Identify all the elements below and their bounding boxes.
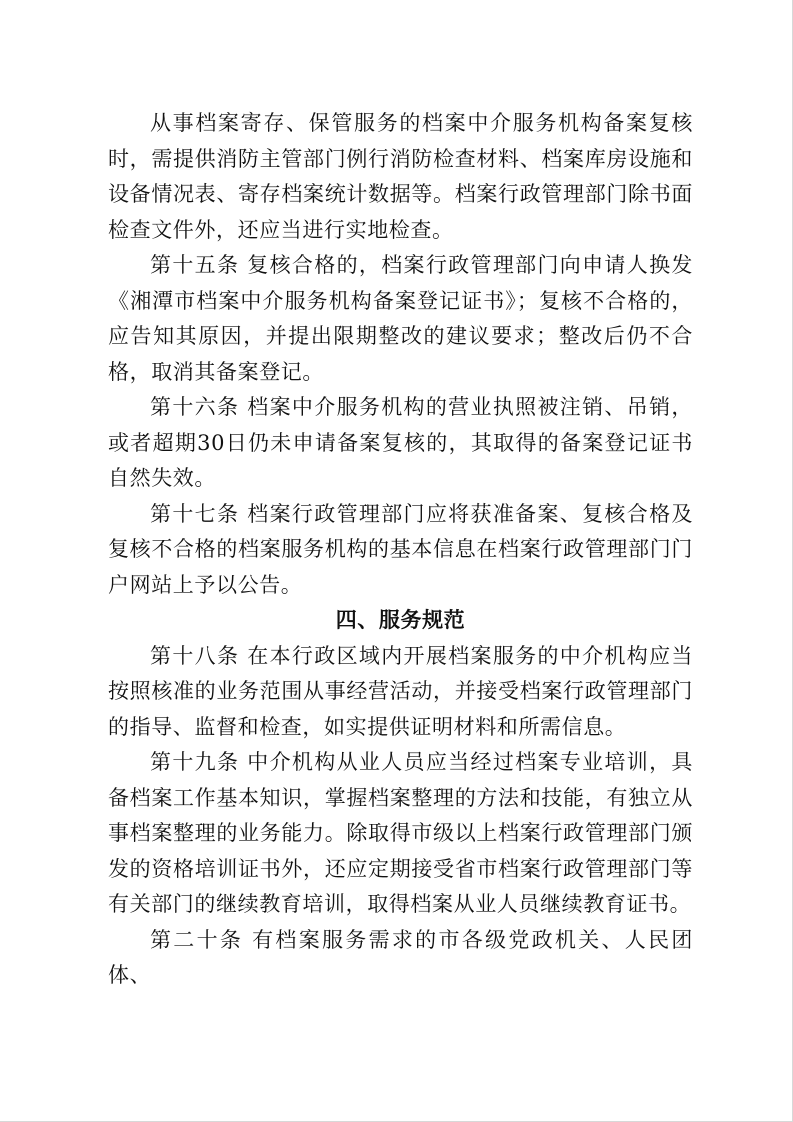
- section-heading: 四、服务规范: [335, 608, 466, 632]
- paragraph-review-requirements: 从事档案寄存、保管服务的档案中介服务机构备案复核时，需提供消防主管部门例行消防检查材料、档案库房设施和设备情况表、寄存档案统计数据等。档案行政管理部门除书面检查文件外，还应当进行实地检查。: [108, 111, 693, 242]
- paragraph-article-16: 第十六条 档案中介服务机构的营业执照被注销、吊销，或者超期30日仍未申请备案复核的，其取得的备案登记证书自然失效。: [108, 395, 693, 490]
- paragraph-article-17: 第十七条 档案行政管理部门应将获准备案、复核合格及复核不合格的档案服务机构的基本信息在档案行政管理部门门户网站上予以公告。: [108, 501, 693, 597]
- paragraph-article-18: 第十八条 在本行政区域内开展档案服务的中介机构应当按照核准的业务范围从事经营活动，并接受档案行政管理部门的指导、监督和检查，如实提供证明材料和所需信息。: [108, 643, 693, 739]
- paragraph-article-19: 第十九条 中介机构从业人员应当经过档案专业培训，具备档案工作基本知识，掌握档案整理的方法和技能，有独立从事档案整理的业务能力。除取得市级以上档案行政管理部门颁发的资格培训证书外，还应定期接受省市档案行政管理部门等有关部门的继续教育培训，取得档案从业人员继续教育证书。: [108, 750, 693, 916]
- paragraph-article-20: 第二十条 有档案服务需求的市各级党政机关、人民团体、: [108, 927, 693, 987]
- paragraph-article-15: 第十五条 复核合格的，档案行政管理部门向申请人换发《湘潭市档案中介服务机构备案登记证书》；复核不合格的，应告知其原因，并提出限期整改的建议要求；整改后仍不合格，取消其备案登记。: [108, 253, 693, 384]
- document-body: [108, 106, 693, 994]
